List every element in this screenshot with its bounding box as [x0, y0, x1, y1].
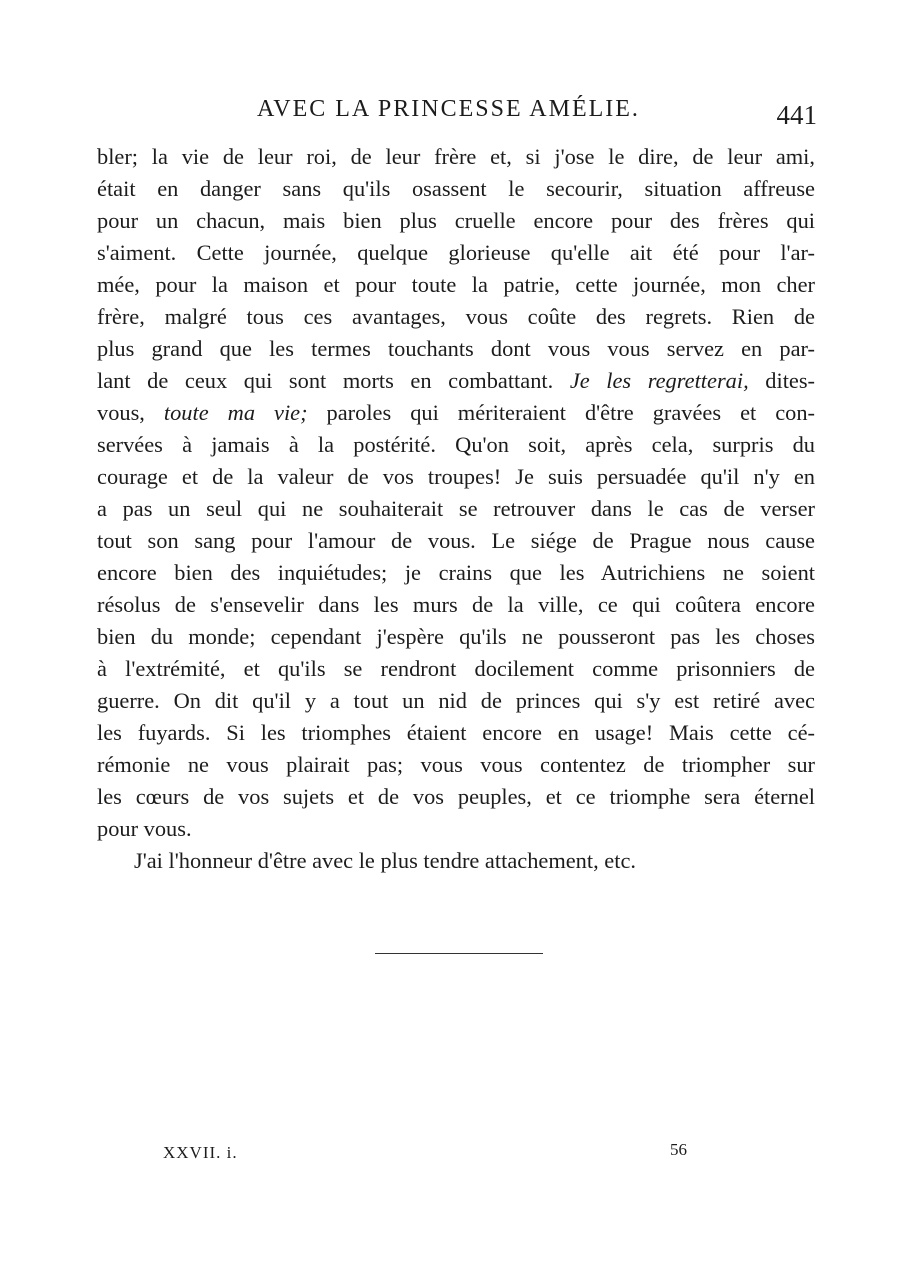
text-line: résolus de s'ensevelir dans les murs de la ville, ce qui coûtera encore: [97, 592, 815, 617]
end-rule-divider: [375, 953, 543, 954]
letter-body: [97, 141, 815, 877]
text-line: à l'extrémité, et qu'ils se rendront docilement comme prisonniers de: [97, 656, 815, 681]
text-line: bien du monde; cependant j'espère qu'ils ne pousseront pas les choses: [97, 624, 815, 649]
text-line: tout son sang pour l'amour de vous. Le siége de Prague nous cause: [97, 528, 815, 553]
text-run: lant de ceux qui sont morts en combattant.: [97, 368, 570, 393]
sheet-number: 56: [670, 1140, 687, 1159]
signature-mark: XXVII. i.: [163, 1143, 238, 1162]
text-line: courage et de la valeur de vos troupes! Je suis persuadée qu'il n'y en: [97, 464, 815, 489]
text-line-final: pour vous.: [97, 816, 192, 841]
page-number: 441: [776, 100, 817, 130]
text-line: plus grand que les termes touchants dont vous vous servez en par-: [97, 336, 815, 361]
text-line-with-italic: [97, 365, 815, 397]
text-line: guerre. On dit qu'il y a tout un nid de princes qui s'y est retiré avec: [97, 688, 815, 713]
text-line: mée, pour la maison et pour toute la patrie, cette journée, mon cher: [97, 272, 815, 297]
text-line: servées à jamais à la postérité. Qu'on soit, après cela, surpris du: [97, 432, 815, 457]
running-title: AVEC LA PRINCESSE AMÉLIE.: [257, 96, 640, 122]
text-line: a pas un seul qui ne souhaiterait se retrouver dans le cas de verser: [97, 496, 815, 521]
closing-formula: J'ai l'honneur d'être avec le plus tendre attachement, etc.: [134, 848, 636, 873]
text-line: rémonie ne vous plairait pas; vous vous contentez de triompher sur: [97, 752, 815, 777]
text-line: bler; la vie de leur roi, de leur frère et, si j'ose le dire, de leur ami,: [97, 144, 815, 169]
text-line-with-italic: [97, 397, 815, 429]
text-line: frère, malgré tous ces avantages, vous coûte des regrets. Rien de: [97, 304, 815, 329]
text-run: dites-: [748, 368, 816, 393]
text-line: les cœurs de vos sujets et de vos peuples, et ce triomphe sera éternel: [97, 784, 815, 809]
text-line: les fuyards. Si les triomphes étaient encore en usage! Mais cette cé-: [97, 720, 815, 745]
italic-quote: Je les regretterai,: [569, 368, 749, 393]
text-line: s'aiment. Cette journée, quelque glorieuse qu'elle ait été pour l'ar-: [97, 240, 815, 265]
text-line: encore bien des inquiétudes; je crains que les Autrichiens ne soient: [97, 560, 815, 585]
italic-quote: toute ma vie;: [163, 400, 308, 425]
text-run: paroles qui mériteraient d'être gravées et con-: [307, 400, 815, 425]
text-line: était en danger sans qu'ils osassent le secourir, situation affreuse: [97, 176, 815, 201]
text-run: vous,: [97, 400, 164, 425]
running-head: [97, 96, 817, 136]
text-line: pour un chacun, mais bien plus cruelle encore pour des frères qui: [97, 208, 815, 233]
